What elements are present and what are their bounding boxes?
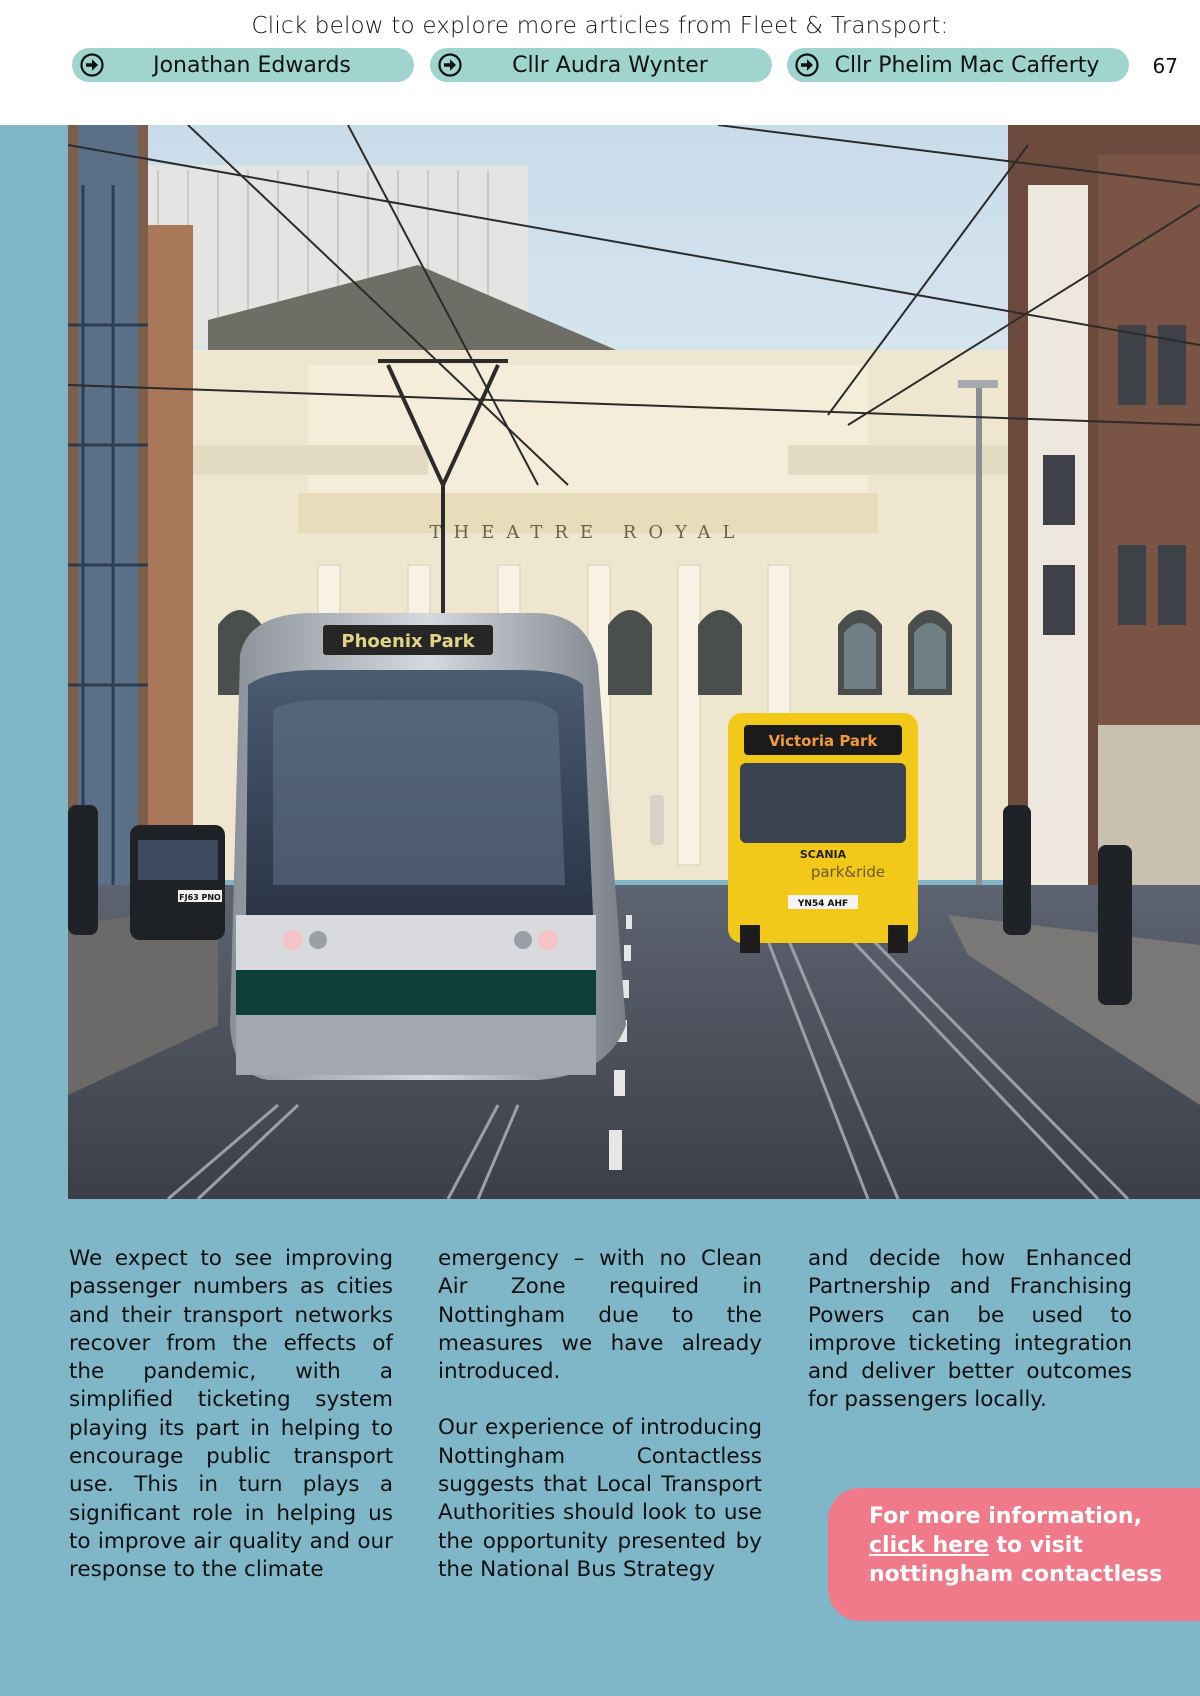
bus-destination: Victoria Park [768, 732, 878, 750]
article-column-2 [438, 1245, 762, 1612]
click-here-link[interactable]: click here [869, 1533, 989, 1558]
article-link-jonathan-edwards[interactable] [72, 48, 414, 82]
car-plate: FJ63 PNO [179, 893, 221, 902]
article-paragraph: emergency – with no Clean Air Zone required in Nottingham due to the measures we have already introduced. [438, 1246, 762, 1385]
bus-livery: park&ride [810, 863, 886, 881]
article-paragraph: Our experience of introducing Nottingham Contactless suggests that Local Transport Authorities should look to use the opportunity presented by the National Bus Strategy [438, 1415, 762, 1582]
page-number: 67 [1152, 54, 1178, 78]
arrow-right-circle-icon [438, 53, 462, 77]
bus-plate: YN54 AHF [797, 899, 849, 909]
article-paragraph: and decide how Enhanced Partnership and Franchising Powers can be used to improve ticketing integration and deliver better outcomes for passengers locally. [808, 1246, 1132, 1413]
theatre-sign: THEATRE ROYAL [429, 522, 747, 543]
arrow-right-circle-icon [80, 53, 104, 77]
article-column-1 [69, 1245, 393, 1613]
more-info-lead: For more information, [869, 1504, 1142, 1529]
arrow-right-circle-icon [795, 53, 819, 77]
article-link-label: Cllr Audra Wynter [512, 52, 708, 78]
header [0, 0, 1200, 125]
article-link-label: Jonathan Edwards [153, 52, 351, 78]
explore-prompt: Click below to explore more articles from Fleet & Transport: [251, 13, 949, 39]
street-photo [68, 125, 1200, 1199]
more-info-box [828, 1488, 1200, 1621]
article-column-3 [808, 1245, 1132, 1443]
tram-destination: Phoenix Park [341, 631, 475, 652]
article-link-phelim-mac-cafferty[interactable] [787, 48, 1129, 82]
bus-brand: SCANIA [799, 848, 847, 861]
more-info-text [869, 1502, 1189, 1589]
more-info-tail: to visit nottingham contactless [869, 1533, 1163, 1587]
article-link-label: Cllr Phelim Mac Cafferty [834, 52, 1100, 78]
article-link-audra-wynter[interactable] [430, 48, 772, 82]
article-paragraph: We expect to see improving passenger numbers as cities and their transport networks recover from the effects of the pandemic, with a simplified ticketing system playing its part in helping to encourage public transport use. This in turn plays a significant role in helping us to improve air quality and our response to the climate [69, 1246, 393, 1583]
